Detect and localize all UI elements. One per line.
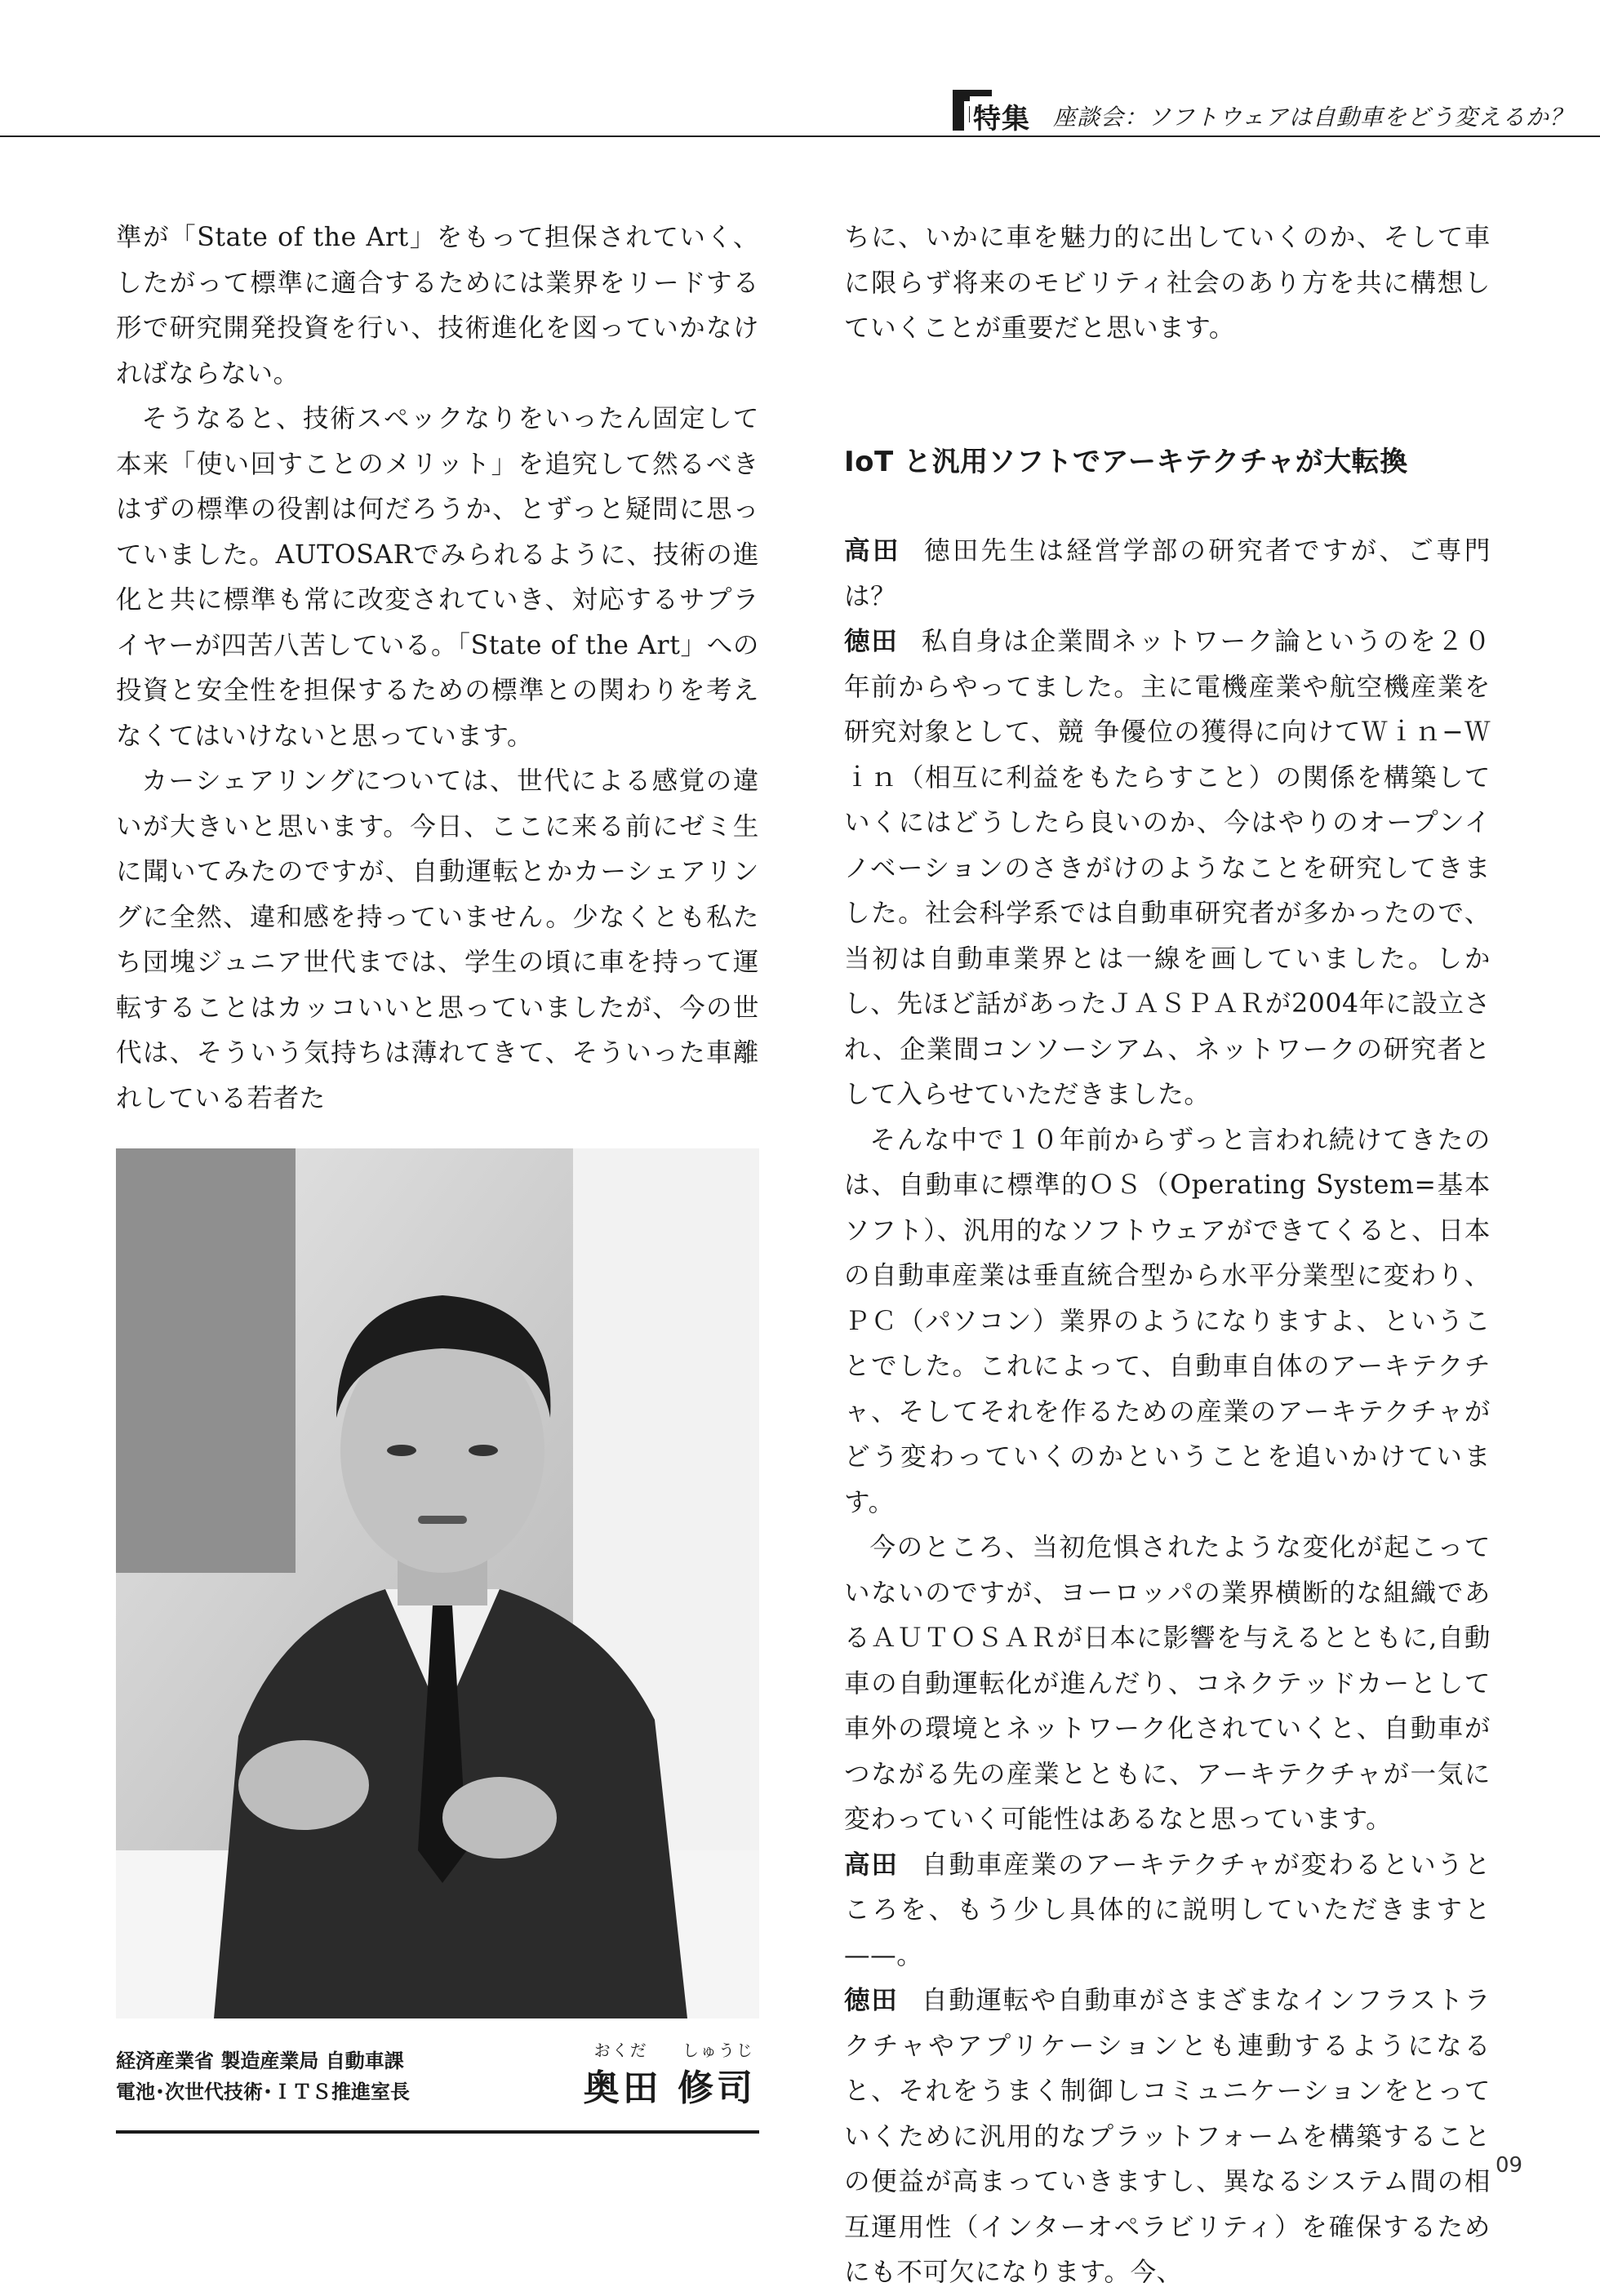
left-column <box>116 215 759 1121</box>
section-label: 特集 <box>970 96 1030 136</box>
right-column <box>844 215 1491 2296</box>
dialogue-block: 高田 自動車産業のアーキテクチャが変わるというところを、もう少し具体的に説明していただきますと——。 <box>844 1850 1491 1970</box>
speaker-name: 高田 <box>844 536 901 566</box>
speaker-name: 徳田 <box>844 627 899 656</box>
caption-organization: 経済産業省 製造産業局 自動車課 電池･次世代技術･ＩＴＳ推進室長 <box>116 2050 410 2103</box>
photo-caption <box>116 2037 759 2134</box>
paragraph: そうなると、技術スペックなりをいったん固定して本来「使い回すことのメリット」を追究して然るべきはずの標準の役割は何だろうか、とずっと疑問に思っていました。AUTOSARでみられるように、技術の進化と共に標準も常に改変されていき、対応するサプライヤーが四苦八苦している。「State of the Art」への投資と安全性を担保するための標準との関わりを考えなくてはいけないと思っています。 <box>116 404 759 751</box>
paragraph: ちに、いかに車を魅力的に出していくのか、そして車に限らず将来のモビリティ社会のあり方を共に構想していくことが重要だと思います。 <box>844 223 1491 343</box>
paragraph: 今のところ、当初危惧されたような変化が起こっていないのですが、ヨーロッパの業界横断的な組織であるＡＵＴＯＳＡＲが日本に影響を与えるとともに,自動車の自動運転化が進んだり、コネクテッドカーとして車外の環境とネットワーク化されていくと、自動車がつながる先の産業とともに、アーキテクチャが一気に変わっていく可能性はあるなと思っています。 <box>844 1533 1491 1834</box>
dialogue-block: 徳田 自動運転や自動車がさまざまなインフラストラクチャやアプリケーションとも連動するようになると、それをうまく制御しコミュニケーションをとっていくために汎用的なプラットフォームを構築することの便益が高まっていきますし、異なるシステム間の相互運用性（インターオペラビリティ）を確保するためにも不可欠になります。今、 <box>844 1986 1491 2287</box>
caption-name-ruby: おくだ しゅうじ <box>593 2041 754 2060</box>
dialogue-block: 高田 徳田先生は経営学部の研究者ですが、ご専門は？ <box>844 536 1491 611</box>
header-rule <box>0 135 1600 137</box>
portrait-photo <box>116 1148 759 2018</box>
dialogue-block: 徳田 私自身は企業間ネットワーク論というのを２０年前からやってました。主に電機産業や航空機産業を研究対象として、競 争優位の獲得に向けてＷｉｎ−Ｗｉｎ（相互に利益をもたらすこと）の関係を構築していくにはどうしたら良いのか、今はやりのオープンイノベーションのさきがけのようなことを研究してきました。社会科学系では自動車研究者が多かったので、当初は自動車業界とは一線を画していました。しかし、先ほど話があったＪＡＳＰＡＲが2004年に設立され、企業間コンソーシアム、ネットワークの研究者として入らせていただきました。 <box>844 627 1491 1109</box>
running-header-title: 座談会：ソフトウェアは自動車をどう変えるか？ <box>1053 104 1573 131</box>
paragraph: 準が「State of the Art」をもって担保されていく、したがって標準に適合するためには業界をリードする形で研究開発投資を行い、技術進化を図っていかなければならない。 <box>116 223 759 389</box>
paragraph: カーシェアリングについては、世代による感覚の違いが大きいと思います。今日、ここに来る前にゼミ生に聞いてみたのですが、自動運転とかカーシェアリングに全然、違和感を持っていません。少なくとも私たち団塊ジュニア世代までは、学生の頃に車を持って運転することはカッコいいと思っていましたが、今の世代は、そういう気持ちは薄れてきて、そういった車離れしている若者た <box>116 766 759 1113</box>
caption-name: 奥田 修司 <box>583 2067 756 2109</box>
page-number: 09 <box>1496 2153 1523 2178</box>
section-heading: IoT と汎用ソフトでアーキテクチャが大転換 <box>844 445 1408 478</box>
speaker-name: 高田 <box>844 1850 899 1880</box>
caption-rule <box>116 2130 759 2134</box>
paragraph: そんな中で１０年前からずっと言われ続けてきたのは、自動車に標準的ＯＳ（Operating System=基本ソフト）、汎用的なソフトウェアができてくると、日本の自動車産業は垂直統合型から水平分業型に変わり、ＰＣ（パソコン）業界のようになりますよ、ということでした。これによって、自動車自体のアーキテクチャ、そしてそれを作るための産業のアーキテクチャがどう変わっていくのかということを追いかけています。 <box>844 1125 1491 1517</box>
speaker-name: 徳田 <box>844 1986 899 2015</box>
